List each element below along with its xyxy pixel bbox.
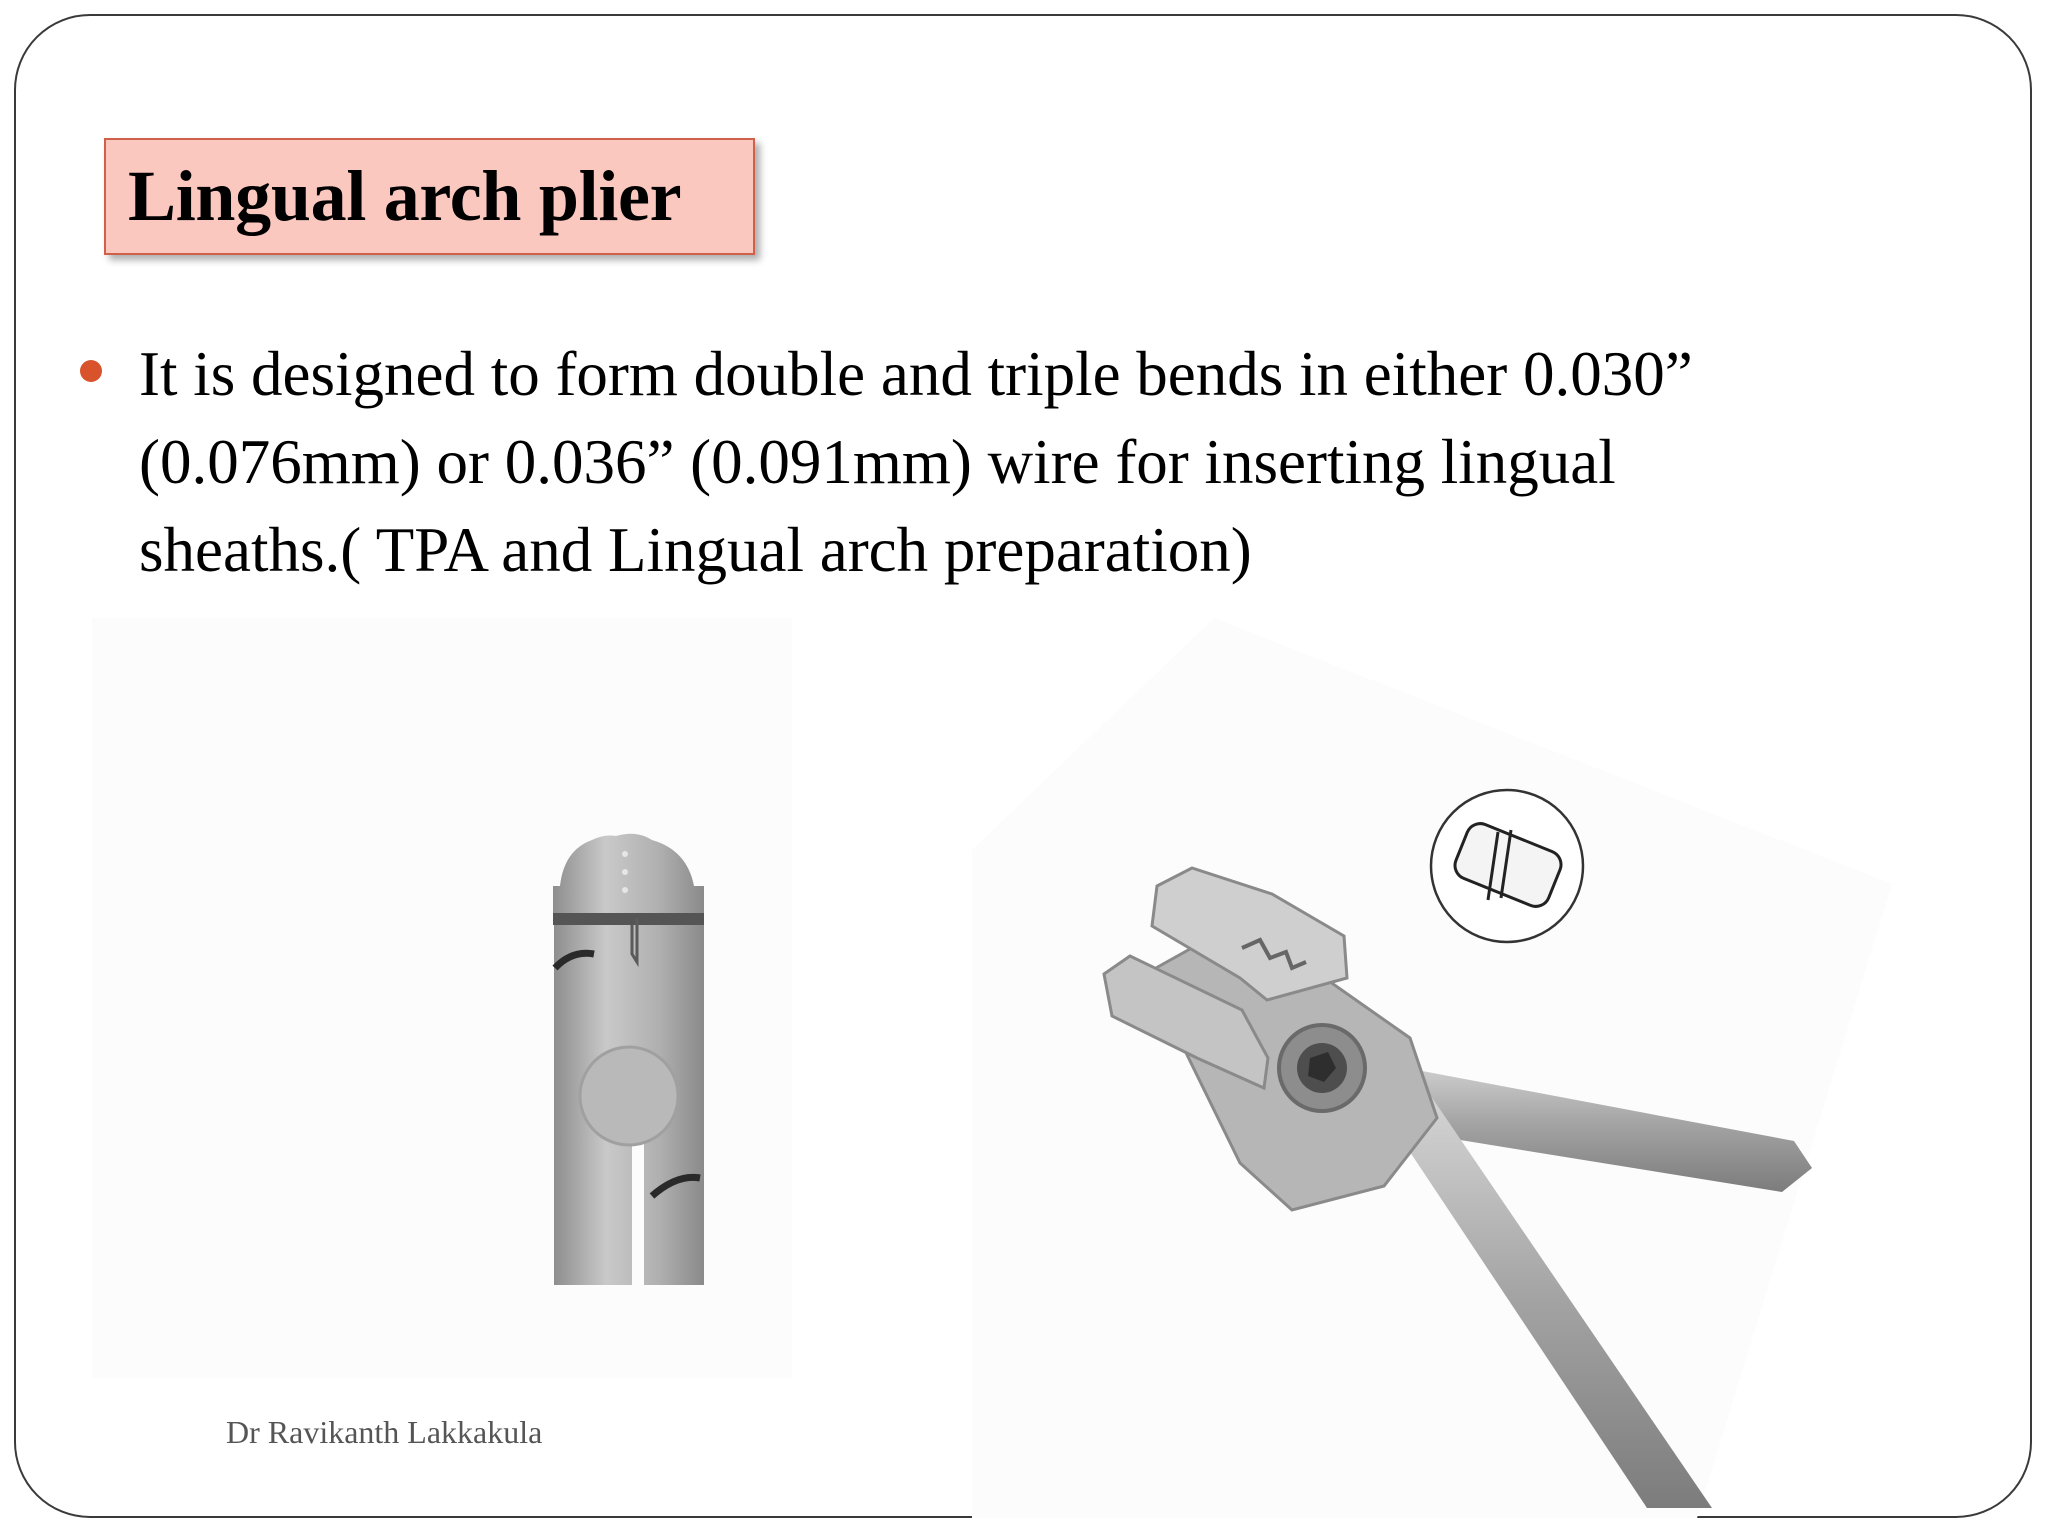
bullet-item <box>139 330 1939 594</box>
footer-author: Dr Ravikanth Lakkakula <box>226 1414 543 1450</box>
bullet-line-2: (0.076mm) or 0.036” (0.091mm) wire for inserting lingual <box>139 427 1616 497</box>
plier-angled-view-photo <box>972 618 1892 1518</box>
bullet-line-1: It is designed to form double and triple bends in either 0.030” <box>139 339 1693 409</box>
slide-title: Lingual arch plier <box>128 156 682 236</box>
images-area <box>92 618 1997 1518</box>
title-box <box>104 138 755 255</box>
wire-cross-section-inset <box>1431 790 1583 942</box>
bullet-marker <box>80 360 102 382</box>
bullet-line-3: sheaths.( TPA and Lingual arch preparation) <box>139 515 1252 585</box>
